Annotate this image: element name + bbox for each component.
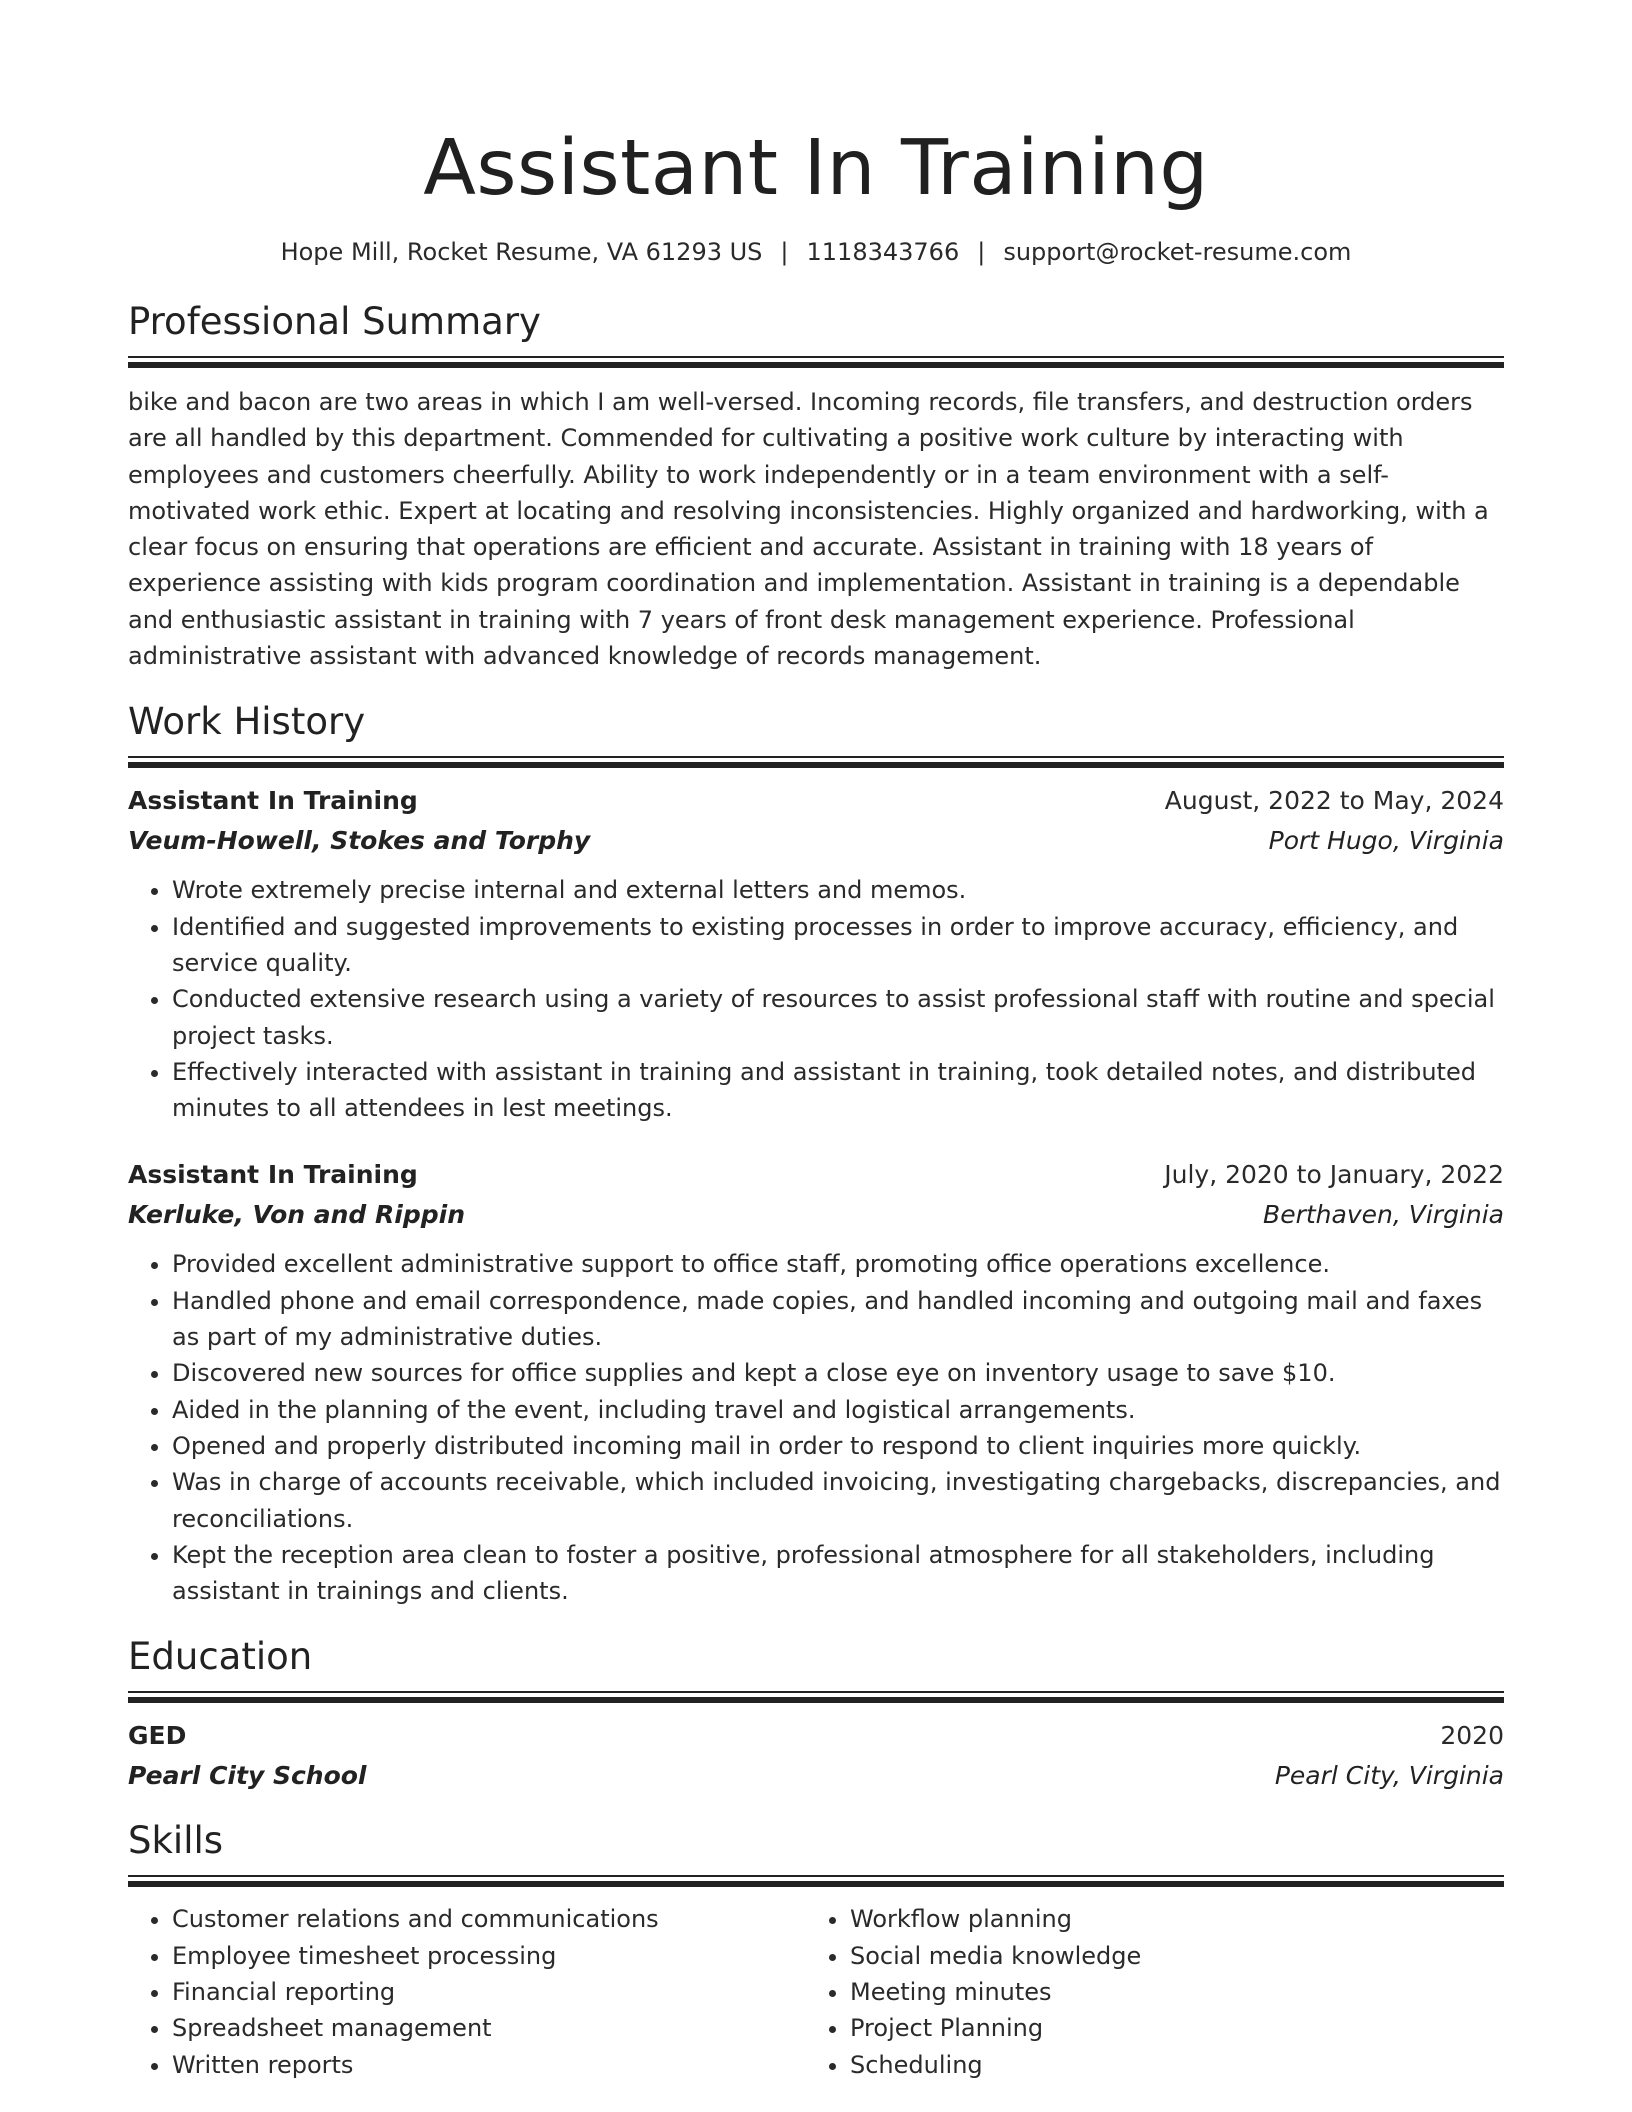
contact-address: Hope Mill, Rocket Resume, VA 61293 US <box>280 238 763 266</box>
work-history-section <box>128 700 1504 1609</box>
job-entry <box>128 784 1504 1126</box>
list-item: • Customer relations and communications <box>172 1901 806 1937</box>
list-item: • Aided in the planning of the event, including travel and logistical arrangements. <box>172 1392 1504 1428</box>
skills-list-right <box>806 1901 1484 2082</box>
job-title: Assistant In Training <box>128 786 418 816</box>
job-company: Kerluke, Von and Rippin <box>128 1200 465 1230</box>
education-entry <box>128 1719 1504 1793</box>
list-item: • Opened and properly distributed incoming mail in order to respond to client inquiries more quickly. <box>172 1428 1504 1464</box>
list-item: • Conducted extensive research using a variety of resources to assist professional staff with routine and special project tasks. <box>172 981 1504 1054</box>
school-name: Pearl City School <box>128 1761 367 1791</box>
section-divider <box>128 756 1504 768</box>
school-location: Pearl City, Virginia <box>1274 1761 1504 1791</box>
contact-phone: 1118343766 <box>806 238 960 266</box>
summary-text: bike and bacon are two areas in which I am well-versed. Incoming records, file transfers, and destruction orders are all handled by this department. Commended for cultivating a positive work culture by interacting with employees and customers cheerfully. Ability to work independently or in a team environment with a self-motivated work ethic. Expert at locating and resolving inconsistencies. Highly organized and hardworking, with a clear focus on ensuring that operations are efficient and accurate. Assistant in training with 18 years of experience assisting with kids program coordination and implementation. Assistant in training is a dependable and enthusiastic assistant in training with 7 years of front desk management experience. Professional administrative assistant with advanced knowledge of records management. <box>128 388 1489 671</box>
skills-section <box>128 1819 1504 2082</box>
work-history-heading: Work History <box>128 700 366 744</box>
section-divider <box>128 1875 1504 1887</box>
job-dates: August, 2022 to May, 2024 <box>1164 786 1504 816</box>
contact-separator: | <box>780 238 789 266</box>
list-item: • Project Planning <box>850 2010 1484 2046</box>
list-item: • Wrote extremely precise internal and external letters and memos. <box>172 872 1504 908</box>
list-item: • Effectively interacted with assistant in training and assistant in training, took detailed notes, and distributed minutes to all attendees in lest meetings. <box>172 1054 1504 1127</box>
education-heading: Education <box>128 1635 313 1679</box>
job-location: Berthaven, Virginia <box>1263 1200 1504 1230</box>
job-company: Veum-Howell, Stokes and Torphy <box>128 826 591 856</box>
section-divider <box>128 1691 1504 1703</box>
list-item: • Financial reporting <box>172 1974 806 2010</box>
list-item: • Employee timesheet processing <box>172 1938 806 1974</box>
graduation-year: 2020 <box>1440 1721 1504 1751</box>
contact-separator: | <box>977 238 986 266</box>
summary-section <box>128 300 1504 674</box>
list-item: • Identified and suggested improvements to existing processes in order to improve accuracy, efficiency, and service quality. <box>172 909 1504 982</box>
job-title: Assistant In Training <box>128 1160 418 1190</box>
job-duties-list <box>128 1246 1504 1609</box>
list-item: • Kept the reception area clean to foster a positive, professional atmosphere for all stakeholders, including assistant in trainings and clients. <box>172 1537 1504 1610</box>
list-item: • Handled phone and email correspondence, made copies, and handled incoming and outgoing mail and faxes as part of my administrative duties. <box>172 1283 1504 1356</box>
list-item: • Provided excellent administrative support to office staff, promoting office operations excellence. <box>172 1246 1504 1282</box>
candidate-name: Assistant In Training <box>423 124 1209 213</box>
degree: GED <box>128 1721 187 1751</box>
list-item: • Spreadsheet management <box>172 2010 806 2046</box>
list-item: • Was in charge of accounts receivable, which included invoicing, investigating chargebacks, discrepancies, and reconciliations. <box>172 1464 1504 1537</box>
list-item: • Workflow planning <box>850 1901 1484 1937</box>
skills-list-left <box>128 1901 806 2082</box>
job-duties-list <box>128 872 1504 1126</box>
list-item: • Discovered new sources for office supplies and kept a close eye on inventory usage to save $10. <box>172 1355 1504 1391</box>
education-section <box>128 1635 1504 1793</box>
skills-heading: Skills <box>128 1819 224 1863</box>
contact-line <box>128 236 1504 268</box>
resume-page <box>128 0 1504 2083</box>
job-location: Port Hugo, Virginia <box>1268 826 1504 856</box>
section-divider <box>128 356 1504 368</box>
summary-heading: Professional Summary <box>128 300 541 343</box>
job-entry <box>128 1158 1504 1609</box>
job-dates: July, 2020 to January, 2022 <box>1164 1160 1504 1190</box>
list-item: • Social media knowledge <box>850 1938 1484 1974</box>
list-item: • Meeting minutes <box>850 1974 1484 2010</box>
list-item: • Scheduling <box>850 2047 1484 2083</box>
skills-columns <box>128 1901 1504 2082</box>
contact-email: support@rocket-resume.com <box>1003 238 1352 266</box>
list-item: • Written reports <box>172 2047 806 2083</box>
